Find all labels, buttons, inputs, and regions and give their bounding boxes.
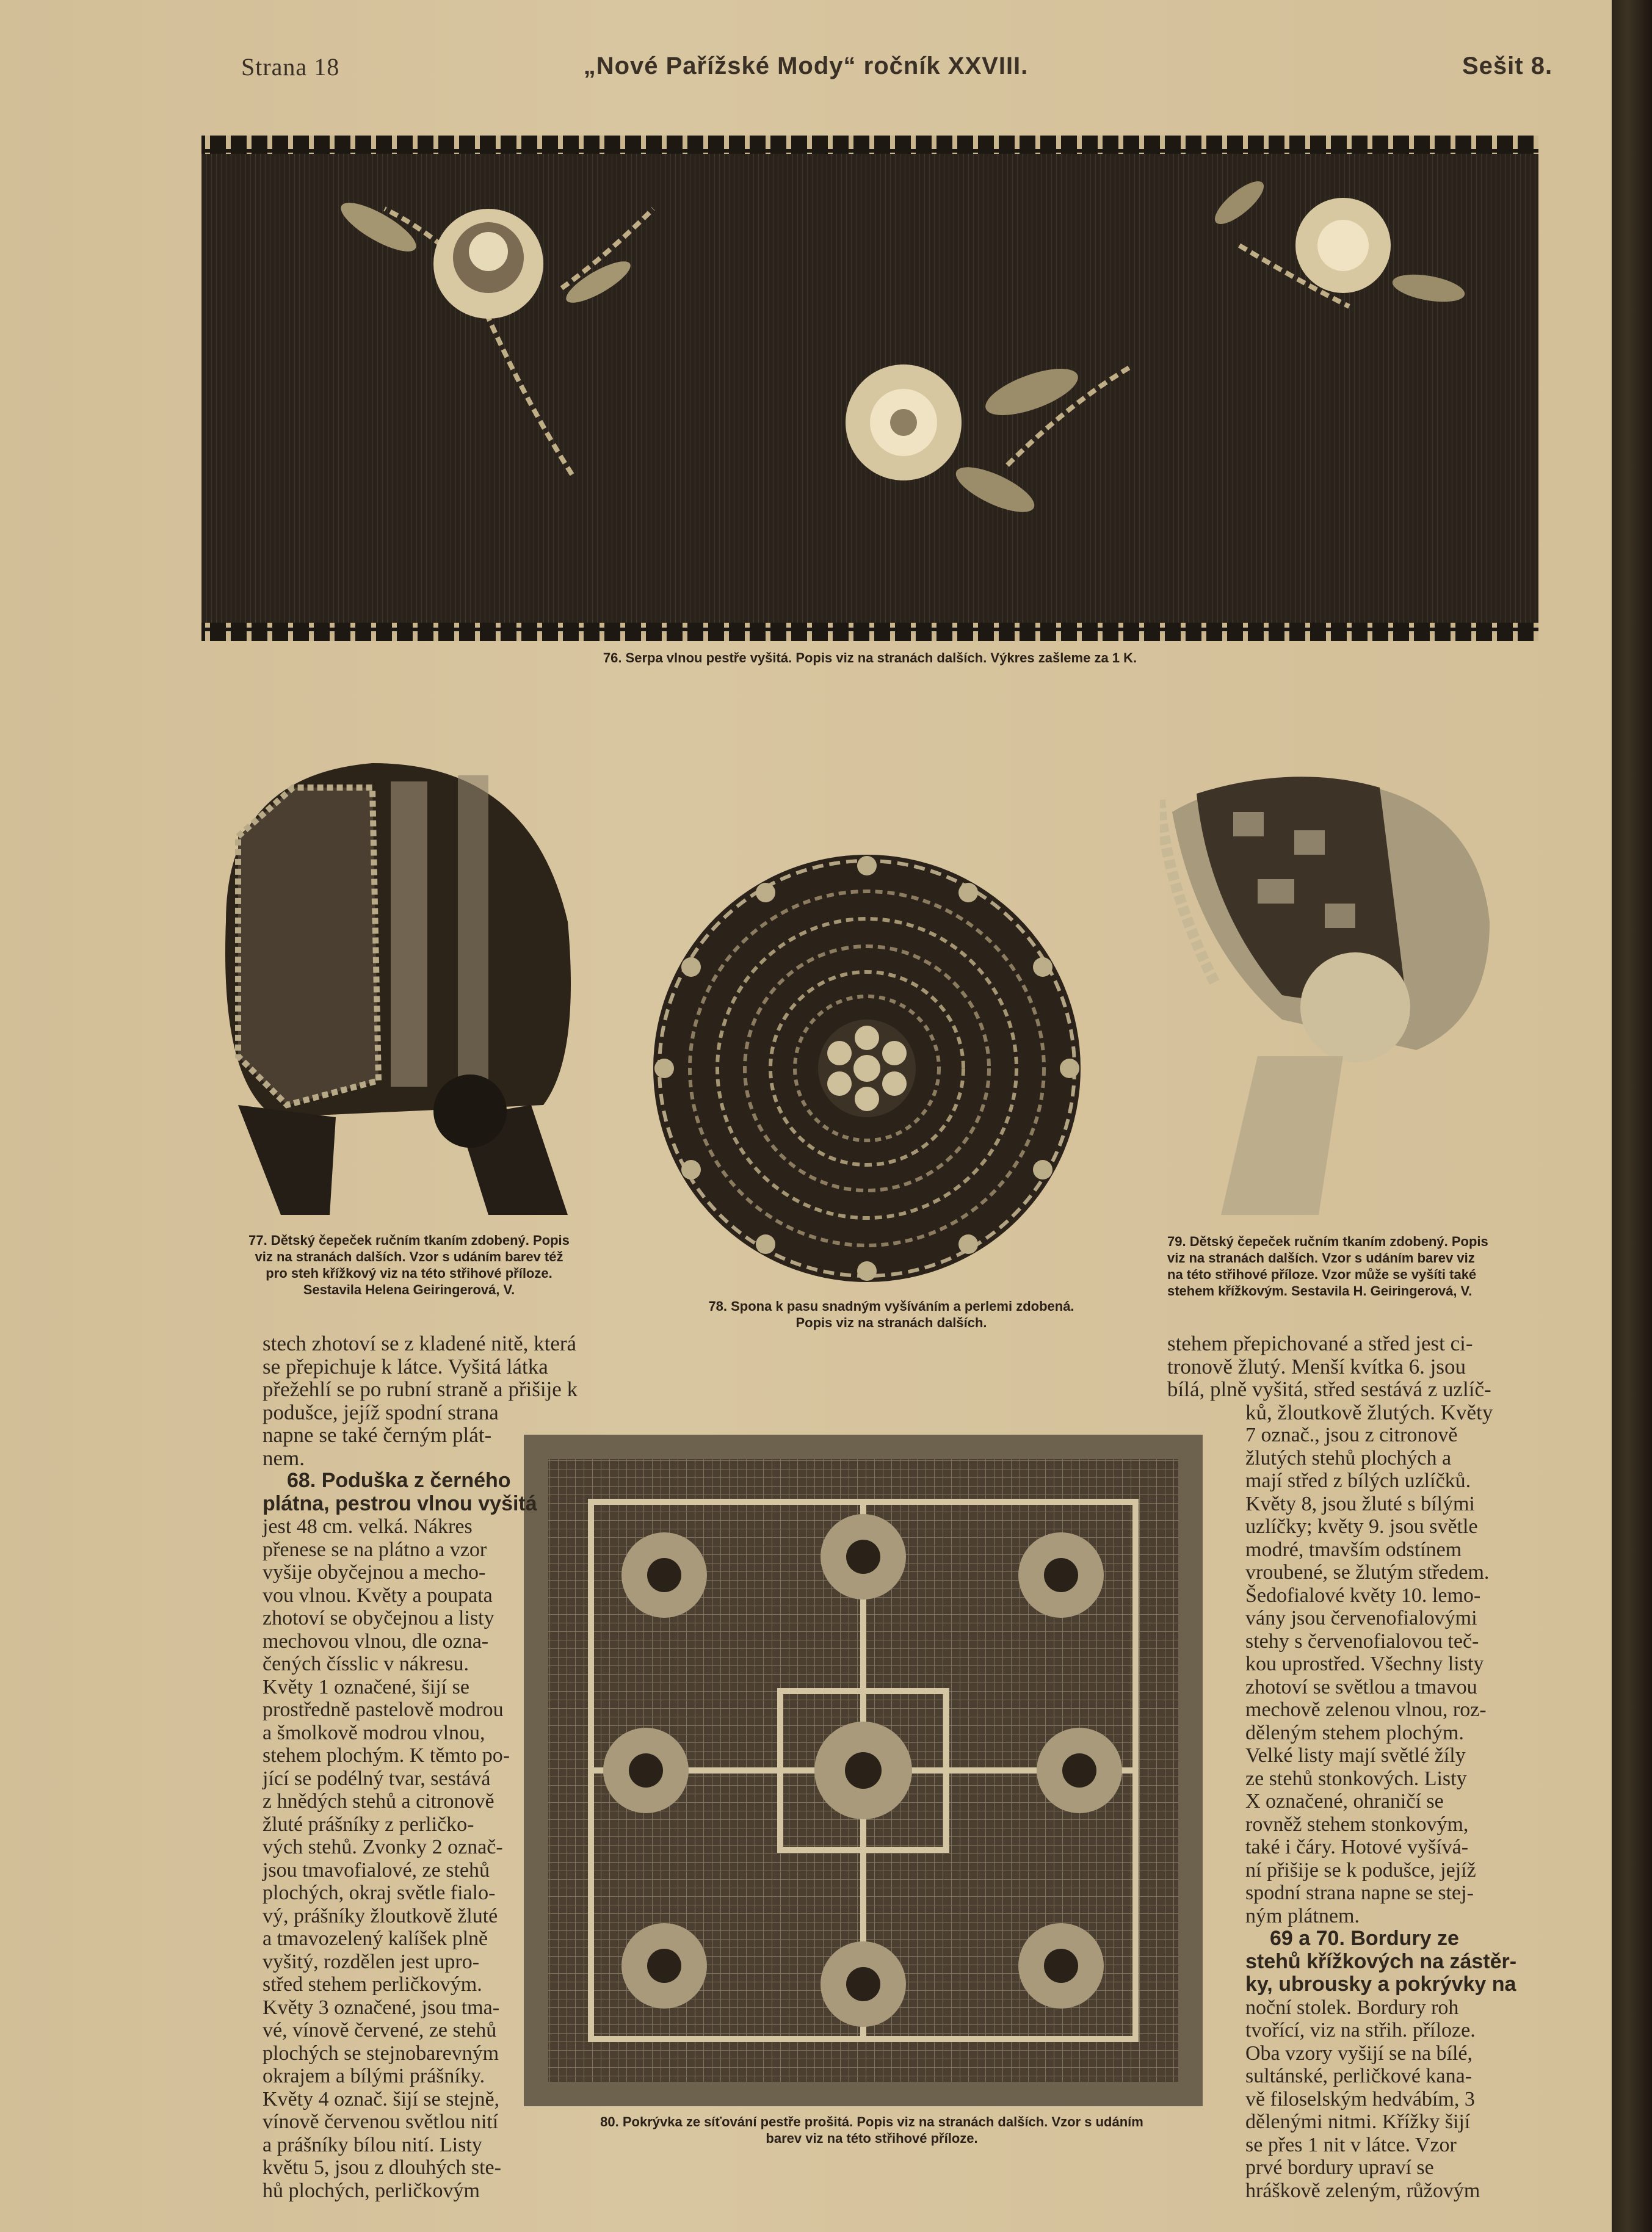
text-line: Šedofialové květy 10. lemo- <box>1245 1584 1481 1607</box>
text-line: žluté prášníky z perličko- <box>263 1813 474 1836</box>
text-line: 7 označ., jsou z citronově <box>1245 1424 1458 1446</box>
figure-79-caption <box>1167 1233 1595 1299</box>
text-line: vyšije obyčejnou a mecho- <box>263 1561 486 1584</box>
text-line: vyšitý, rozdělen jest upro- <box>263 1950 480 1973</box>
figure-80-caption <box>524 2114 1220 2147</box>
text-line: X označené, ohraničí se <box>1245 1790 1444 1813</box>
sash-embroidery-image <box>201 136 1538 641</box>
text-line: bílá, plně vyšitá, střed sestává z uzlíč- <box>1167 1377 1491 1401</box>
text-line: se přepichuje k látce. Vyšitá látka <box>263 1354 548 1379</box>
text-line: noční stolek. Bordury roh <box>1245 1996 1459 2019</box>
text-line: rovněž stehem stonkovým, <box>1245 1813 1469 1836</box>
text-line: sultánské, perličkové kana- <box>1245 2065 1473 2087</box>
text-line: stehů křížkových na zástěr- <box>1245 1949 1517 1973</box>
text-line: Květy 3 označené, jsou tma- <box>263 1996 500 2019</box>
buckle-78-image <box>635 842 1099 1294</box>
text-line: ze stehů stonkových. Listy <box>1245 1767 1467 1790</box>
text-line: vou vlnou. Květy a poupata <box>263 1584 493 1607</box>
text-line: přenese se na plátno a vzor <box>263 1538 487 1561</box>
figure-77-caption-line: viz na stranách dalších. Vzor s udáním barev též <box>255 1249 563 1264</box>
figure-79-caption-line: stehem křížkovým. Sestavila H. Geiringerová, V. <box>1167 1283 1473 1299</box>
text-line: květu 5, jsou z dlouhých ste- <box>263 2156 501 2179</box>
article-left-column-body <box>263 1469 537 2202</box>
text-line: střed stehem perličkovým. <box>263 1973 482 1996</box>
article-68-heading <box>263 1469 537 1493</box>
text-line: vý, prášníky žloutkově žluté <box>263 1904 498 1927</box>
text-line: plátna, pestrou vlnou vyšitá <box>263 1491 537 1515</box>
article-69-heading <box>1245 1927 1516 1951</box>
text-line: mechovou vlnou, dle ozna- <box>263 1629 489 1653</box>
text-line: vínově červenou světlou nití <box>263 2111 499 2133</box>
text-line: 69 a 70. Bordury ze <box>1270 1927 1459 1950</box>
figure-79-caption-line: na této střihové příloze. Vzor může se vyšíti také <box>1167 1267 1477 1282</box>
text-line: prvé bordury upraví se <box>1245 2156 1434 2179</box>
bonnet-77-illustration <box>201 739 580 1215</box>
text-line: nem. <box>263 1446 305 1470</box>
text-line: vě filoselským hedvábím, 3 <box>1245 2087 1475 2111</box>
article-right-column-body <box>1245 1424 1516 2202</box>
text-line: Květy 1 označené, šijí se <box>263 1675 469 1698</box>
sash-illustration <box>201 136 1538 641</box>
figure-77-caption-line: Sestavila Helena Geiringerová, V. <box>303 1282 515 1297</box>
figure-77-caption-line: pro steh křížkový viz na této střihové příloze. <box>266 1266 552 1281</box>
text-line: stehy s červenofialovou teč- <box>1245 1629 1479 1653</box>
page-binding-edge <box>1612 0 1652 2232</box>
text-line: a prášníky bílou nití. Listy <box>263 2133 482 2156</box>
text-line: plochých se stejnobarevným <box>263 2042 499 2065</box>
text-line: žlutých stehů plochých a <box>1245 1446 1452 1469</box>
figure-78-caption-line: Popis viz na stranách dalších. <box>795 1315 987 1330</box>
text-line: tronově žlutý. Menší kvítka 6. jsou <box>1167 1354 1466 1379</box>
text-line: vých stehů. Zvonky 2 označ- <box>263 1836 503 1858</box>
text-line: tvořící, viz na střih. příloze. <box>1245 2019 1476 2042</box>
text-line: mechově zelenou vlnou, roz- <box>1245 1698 1487 1721</box>
text-line: dělenými nitmi. Křížky šijí <box>1245 2111 1471 2133</box>
figure-79-caption-line: viz na stranách dalších. Vzor s udáním barev viz <box>1167 1250 1475 1266</box>
text-line: napne se také černým plát- <box>263 1423 492 1447</box>
text-line: přežehlí se po rubní straně a přišije k <box>263 1377 578 1401</box>
text-line: stehem přepichované a střed jest ci- <box>1167 1332 1473 1355</box>
figure-76-caption: 76. Serpa vlnou pestře vyšitá. Popis viz na stranách dalších. Výkres zašleme za 1 K. <box>603 650 1137 665</box>
text-line: jest 48 cm. velká. Nákres <box>263 1515 473 1538</box>
page-number: Strana 18 <box>241 53 340 81</box>
figure-77-caption-line: 77. Dětský čepeček ručním tkaním zdobený. Popis <box>248 1233 570 1248</box>
text-line: uzlíčky; květy 9. jsou světle <box>1245 1515 1478 1538</box>
text-line: mají střed z bílých uzlíčků. <box>1245 1469 1471 1492</box>
figure-78-caption <box>647 1298 1136 1331</box>
figure-78-caption-line: 78. Spona k pasu snadným vyšíváním a perlemi zdobená. <box>708 1299 1074 1314</box>
text-line: podušce, jejíž spodní strana <box>263 1400 499 1424</box>
article-right-column-intro <box>1167 1332 1493 1424</box>
coverlet-80-illustration <box>524 1435 1203 2106</box>
magazine-title: „Nové Pařížské Mody“ ročník XXVIII. <box>583 53 1029 79</box>
text-line <box>1245 1973 1516 1996</box>
text-line: ků, žloutkově žlutých. Květy <box>1245 1400 1493 1424</box>
text-line: také i čáry. Hotové vyšívá- <box>1245 1836 1469 1858</box>
figure-80-caption-line: 80. Pokrývka ze síťování pestře prošitá. Popis viz na stranách dalších. Vzor s udáním <box>600 2114 1143 2129</box>
text-line: stech zhotoví se z kladené nitě, která <box>263 1332 577 1355</box>
text-line: se přes 1 nit v látce. Vzor <box>1245 2133 1457 2156</box>
text-line: plochých, okraj světle fialo- <box>263 1882 496 1904</box>
bonnet-79-illustration <box>1160 763 1502 1215</box>
text-line: stehem plochým. K těmto po- <box>263 1744 510 1767</box>
text-line: zhotoví se světlou a tmavou <box>1245 1675 1477 1698</box>
article-left-column-intro <box>263 1332 578 1469</box>
text-line: hů plochých, perličkovým <box>263 2179 480 2202</box>
text-line <box>1245 1951 1516 1974</box>
text-line: ní přišije se k podušce, jejíž <box>1245 1858 1476 1882</box>
bonnet-79-image <box>1160 763 1502 1215</box>
text-line: Oba vzory vyšijí se na bílé, <box>1245 2042 1473 2065</box>
coverlet-80-image <box>524 1435 1203 2106</box>
text-line: jící se podélný tvar, sestává <box>263 1767 491 1790</box>
text-line: a šmolkově modrou vlnou, <box>263 1721 485 1744</box>
text-line: vé, vínově červené, ze stehů <box>263 2019 497 2042</box>
text-line: modré, tmavším odstínem <box>1245 1538 1462 1561</box>
text-line: prostředně pastelově modrou <box>263 1698 504 1721</box>
issue-number: Sešit 8. <box>1462 53 1553 79</box>
text-line: ky, ubrousky a pokrývky na <box>1245 1973 1516 1996</box>
text-line: ným plátnem. <box>1245 1904 1360 1927</box>
text-line: 68. Poduška z černého <box>287 1469 511 1492</box>
text-line: kou uprostřed. Všechny listy <box>1245 1653 1484 1675</box>
figure-80-caption-line: barev viz na této střihové příloze. <box>766 2131 978 2146</box>
text-line: z hnědých stehů a citronově <box>263 1790 495 1813</box>
text-line: okrajem a bílými prášníky. <box>263 2065 485 2087</box>
buckle-78-illustration <box>635 842 1099 1294</box>
text-line: vány jsou červenofialovými <box>1245 1607 1477 1629</box>
text-line: a tmavozelený kalíšek plně <box>263 1927 488 1950</box>
text-line: vroubené, se žlutým středem. <box>1245 1561 1490 1584</box>
figure-79-caption-line: 79. Dětský čepeček ručním tkaním zdobený. Popis <box>1167 1234 1488 1249</box>
text-line <box>263 1493 537 1516</box>
text-line: čených čísslic v nákresu. <box>263 1653 469 1675</box>
text-line: Květy 4 označ. šijí se stejně, <box>263 2087 500 2111</box>
text-line: spodní strana napne se stej- <box>1245 1882 1474 1904</box>
text-line: jsou tmavofialové, ze stehů <box>263 1858 490 1882</box>
text-line: Velké listy mají světlé žíly <box>1245 1744 1466 1767</box>
text-line: zhotoví se obyčejnou a listy <box>263 1607 495 1629</box>
figure-77-caption <box>201 1232 617 1298</box>
text-line: hráškově zeleným, růžovým <box>1245 2179 1480 2202</box>
text-line: Květy 8, jsou žluté s bílými <box>1245 1492 1475 1515</box>
bonnet-77-image <box>201 739 580 1215</box>
text-line: děleným stehem plochým. <box>1245 1721 1464 1744</box>
